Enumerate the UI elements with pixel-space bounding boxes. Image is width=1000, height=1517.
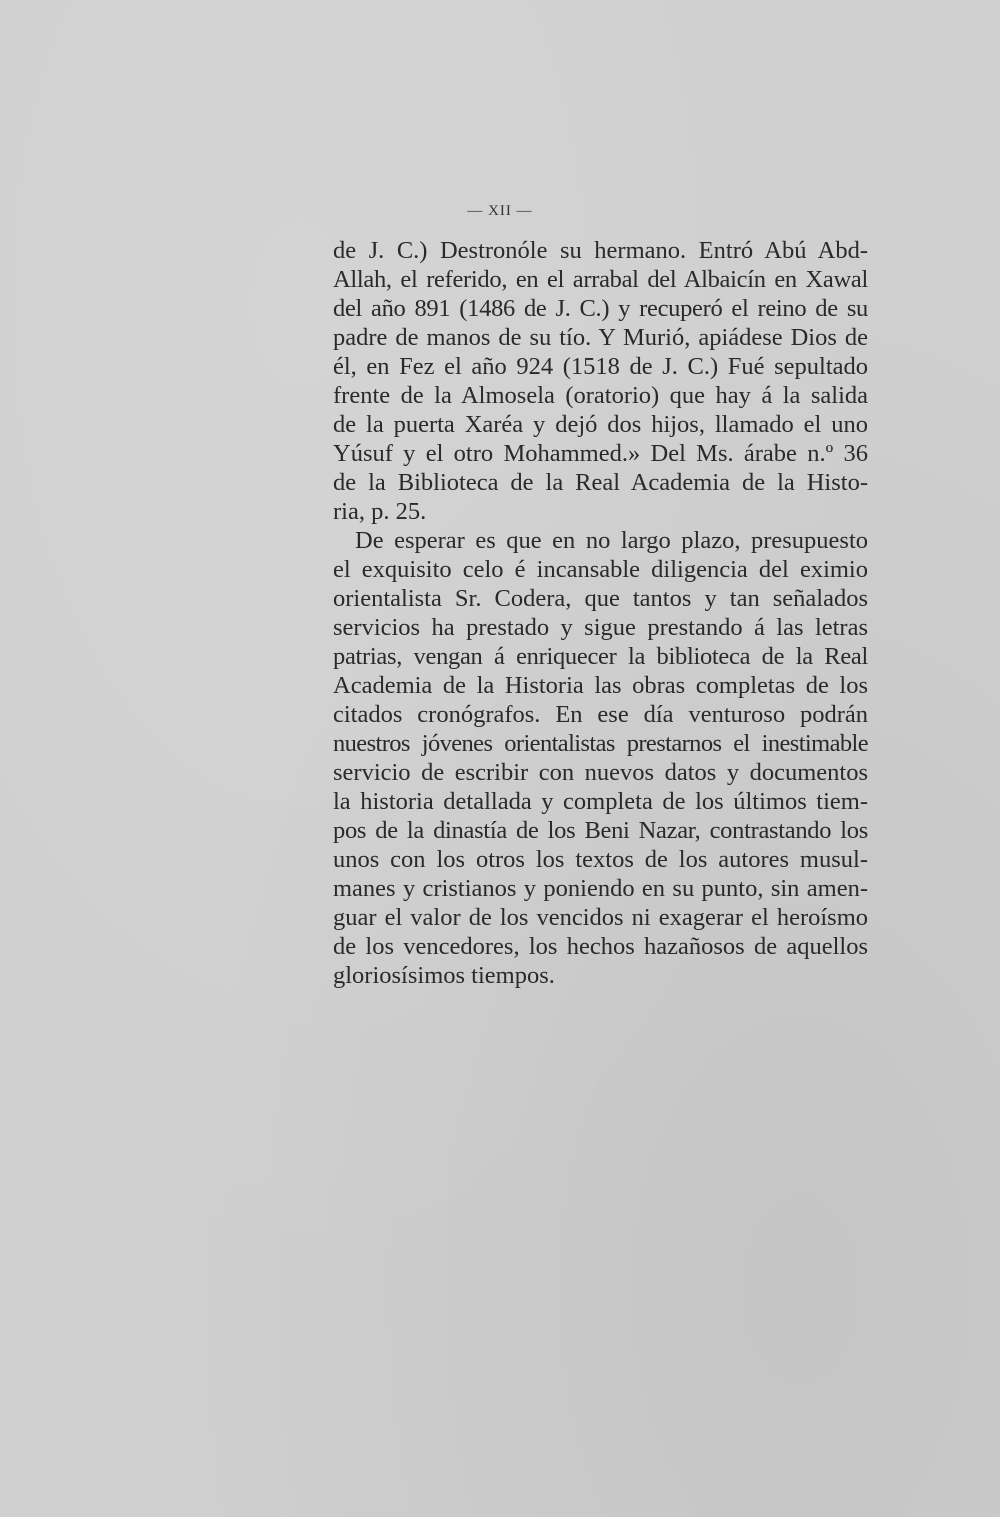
- text-line: pos de la dinastía de los Beni Nazar, contrastando los: [333, 817, 868, 844]
- paragraph: [333, 526, 868, 990]
- text-line: gloriosísimos tiempos.: [333, 962, 555, 989]
- text-line: servicios ha prestado y sigue prestando á las letras: [333, 614, 868, 641]
- text-line: frente de la Almosela (oratorio) que hay á la salida: [333, 382, 868, 409]
- text-line: citados cronógrafos. En ese día venturoso podrán: [333, 701, 868, 728]
- text-line: nuestros jóvenes orientalistas prestarnos el inestimable: [333, 730, 868, 757]
- text-line: Yúsuf y el otro Mohammed.» Del Ms. árabe n.º 36: [333, 440, 868, 467]
- text-line: del año 891 (1486 de J. C.) y recuperó el reino de su: [333, 295, 868, 322]
- text-line: servicio de escribir con nuevos datos y documentos: [333, 759, 868, 786]
- text-line: ria, p. 25.: [333, 498, 427, 525]
- page-number: — XII —: [467, 203, 533, 219]
- text-line: el exquisito celo é incansable diligencia del eximio: [333, 556, 868, 583]
- text-line: guar el valor de los vencidos ni exagerar el heroísmo: [333, 904, 868, 931]
- text-line: Academia de la Historia las obras completas de los: [333, 672, 868, 699]
- text-line: padre de manos de su tío. Y Murió, apiádese Dios de: [333, 324, 868, 351]
- text-line: De esperar es que en no largo plazo, presupuesto: [355, 527, 868, 554]
- paragraph-continuation: [333, 236, 868, 526]
- text-line: de la puerta Xaréa y dejó dos hijos, llamado el uno: [333, 411, 868, 438]
- text-line: manes y cristianos y poniendo en su punto, sin amen-: [333, 875, 868, 902]
- text-line: de J. C.) Destronóle su hermano. Entró Abú Abd-: [333, 237, 868, 264]
- text-line: de la Biblioteca de la Real Academia de la Histo-: [333, 469, 868, 496]
- text-line: unos con los otros los textos de los autores musul-: [333, 846, 868, 873]
- text-line: la historia detallada y completa de los últimos tiem-: [333, 788, 868, 815]
- text-line: de los vencedores, los hechos hazañosos de aquellos: [333, 933, 868, 960]
- body-text: [333, 236, 868, 990]
- text-line: Allah, el referido, en el arrabal del Albaicín en Xawal: [333, 266, 868, 293]
- text-line: patrias, vengan á enriquecer la biblioteca de la Real: [333, 643, 868, 670]
- text-line: orientalista Sr. Codera, que tantos y tan señalados: [333, 585, 868, 612]
- text-line: él, en Fez el año 924 (1518 de J. C.) Fué sepultado: [333, 353, 868, 380]
